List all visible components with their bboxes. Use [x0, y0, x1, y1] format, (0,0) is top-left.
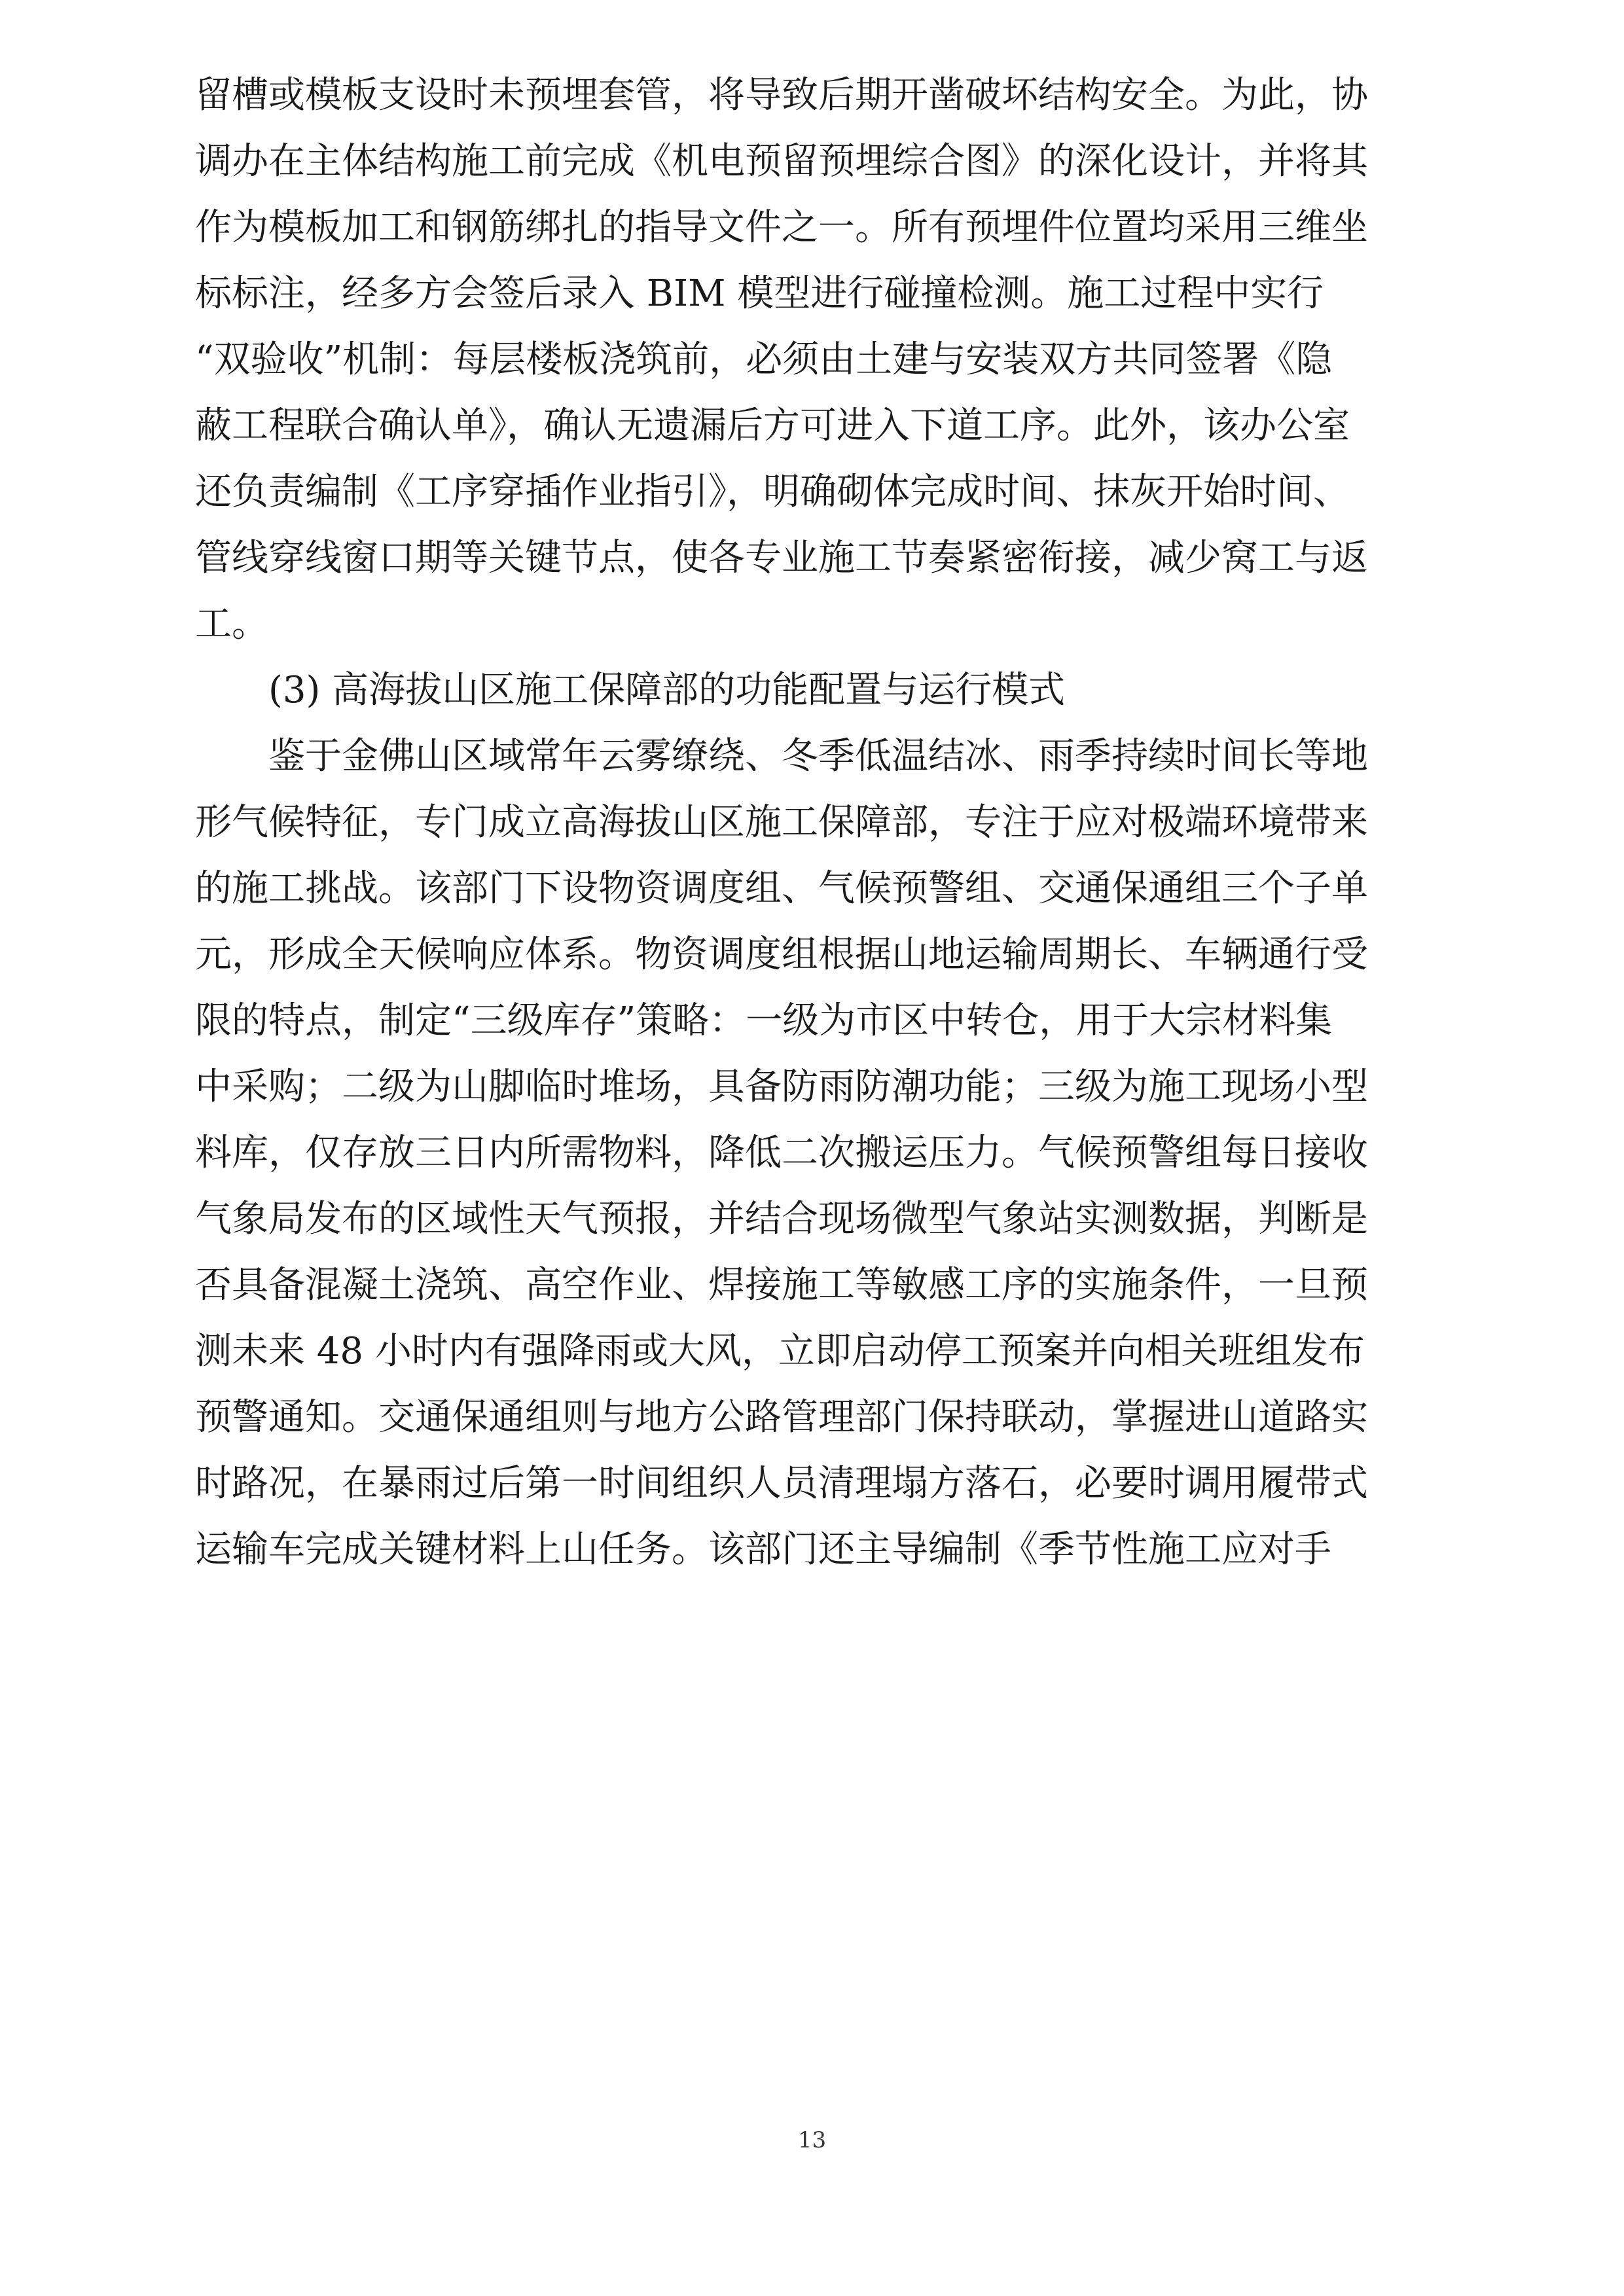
- paragraph-2-line-6: 中采购；二级为山脚临时堆场，具备防雨防潮功能；三级为施工现场小型: [195, 1066, 1368, 1108]
- paragraph-1-line-3: 作为模板加工和钢筋绑扎的指导文件之一。所有预埋件位置均采用三维坐: [195, 206, 1368, 249]
- paragraph-2-line-1: 鉴于金佛山区域常年云雾缭绕、冬季低温结冰、雨季持续时间长等地: [268, 735, 1368, 778]
- paragraph-1-line-8: 管线穿线窗口期等关键节点，使各专业施工节奏紧密衔接，减少窝工与返: [195, 537, 1368, 579]
- paragraph-1-line-2: 调办在主体结构施工前完成《机电预留预埋综合图》的深化设计，并将其: [195, 140, 1368, 183]
- paragraph-1-line-5: “双验收”机制：每层楼板浇筑前，必须由土建与安装双方共同签署《隐: [195, 338, 1333, 381]
- paragraph-2-line-10: 测未来 48 小时内有强降雨或大风，立即启动停工预案并向相关班组发布: [195, 1330, 1365, 1372]
- paragraph-1-line-4: 标标注，经多方会签后录入 BIM 模型进行碰撞检测。施工过程中实行: [195, 272, 1324, 315]
- paragraph-2-line-9: 否具备混凝土浇筑、高空作业、焊接施工等敏感工序的实施条件，一旦预: [195, 1264, 1368, 1306]
- paragraph-2-line-5: 限的特点，制定“三级库存”策略：一级为市区中转仓，用于大宗材料集: [195, 999, 1333, 1042]
- paragraph-2-line-3: 的施工挑战。该部门下设物资调度组、气候预警组、交通保通组三个子单: [195, 867, 1368, 910]
- paragraph-2-line-8: 气象局发布的区域性天气预报，并结合现场微型气象站实测数据，判断是: [195, 1198, 1368, 1240]
- paragraph-2-line-12: 时路况，在暴雨过后第一时间组织人员清理塌方落石，必要时调用履带式: [195, 1462, 1368, 1505]
- page-number: 13: [797, 2127, 827, 2153]
- paragraph-2-line-11: 预警通知。交通保通组则与地方公路管理部门保持联动，掌握进山道路实: [195, 1396, 1368, 1439]
- paragraph-2-line-7: 料库，仅存放三日内所需物料，降低二次搬运压力。气候预警组每日接收: [195, 1132, 1368, 1174]
- paragraph-1-line-7: 还负责编制《工序穿插作业指引》，明确砌体完成时间、抹灰开始时间、: [195, 471, 1350, 513]
- paragraph-1-line-1: 留槽或模板支设时未预埋套管，将导致后期开凿破坏结构安全。为此，协: [195, 74, 1368, 117]
- paragraph-2-line-4: 元，形成全天候响应体系。物资调度组根据山地运输周期长、车辆通行受: [195, 933, 1368, 976]
- section-heading: (3) 高海拔山区施工保障部的功能配置与运行模式: [268, 669, 1066, 711]
- paragraph-2-line-13: 运输车完成关键材料上山任务。该部门还主导编制《季节性施工应对手: [195, 1528, 1331, 1571]
- paragraph-1-line-9: 工。: [195, 603, 268, 645]
- paragraph-1-line-6: 蔽工程联合确认单》，确认无遗漏后方可进入下道工序。此外，该办公室: [195, 404, 1350, 447]
- paragraph-2-line-2: 形气候特征，专门成立高海拔山区施工保障部，专注于应对极端环境带来: [195, 801, 1368, 844]
